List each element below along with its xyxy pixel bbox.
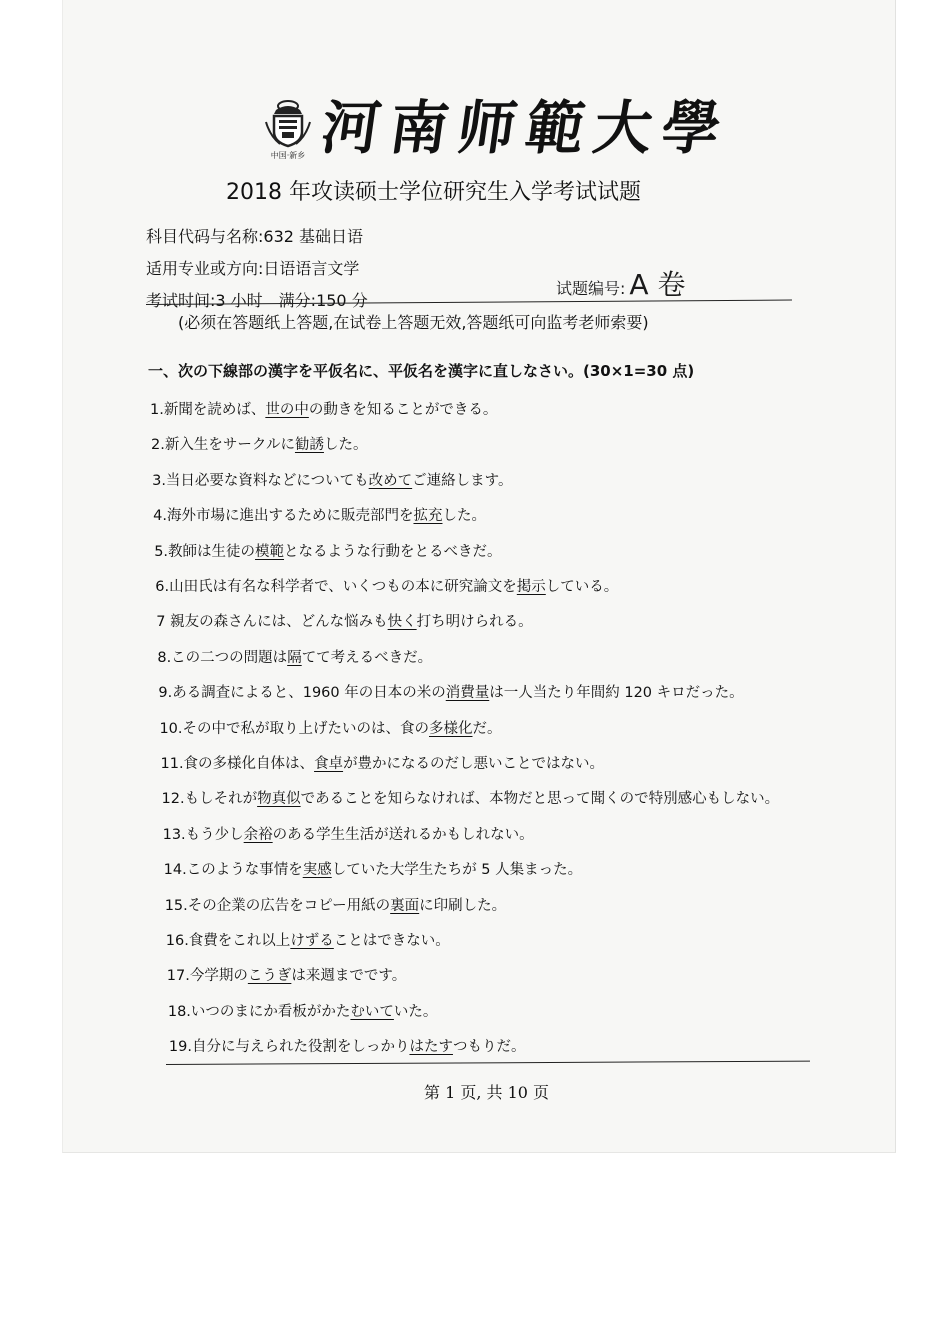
question-text: 14.このような事情を [163,862,303,879]
question-text: 12.もしそれが [161,791,258,808]
question-text: ご連絡します。 [412,472,513,489]
question-item [152,469,512,490]
question-text: 2.新入生をサークルに [151,437,295,454]
seal-caption: 中国·新乡 [270,151,306,160]
underlined-term: 世の中 [265,402,309,418]
question-text: 7 親友の森さんには、どんな悩みも [156,614,388,631]
question-text: は一人当たり年間約 120 キロだった。 [489,685,744,702]
question-text: の動きを知ることができる。 [308,402,498,418]
page-number: 第 1 页, 共 10 页 [424,1083,550,1102]
question-text: 15.その企業の広告をコピー用紙の [164,897,391,914]
underlined-term: 快く [387,614,417,631]
question-item [167,964,406,985]
question-item [158,681,743,702]
question-text: 5.教師は生徒の [154,543,256,560]
question-text: つもりだ。 [452,1039,526,1056]
question-text: 17.今学期の [166,968,248,985]
question-item [166,929,450,950]
underlined-term: 食卓 [314,756,344,772]
section-title: 一、次の下線部の漢字を平仮名に、平仮名を漢字に直しなさい。(30×1=30 点) [148,362,695,380]
question-item [157,646,432,667]
underlined-term: 実感 [302,862,332,879]
question-text: 18.いつのまにか看板がかた [167,1003,351,1020]
university-name: 河南师範大學 [317,94,735,162]
underlined-term: 物真似 [257,791,301,808]
question-text: ことはできない。 [333,933,450,949]
subject-line: 科目代码与名称:632 基础日语 [146,227,364,246]
underlined-term: 勧誘 [294,437,324,454]
question-item [164,858,583,879]
underlined-term: こうぎ [247,968,292,985]
question-item [159,717,501,738]
question-item [163,823,534,844]
question-text: した。 [323,437,368,454]
underlined-term: けずる [290,933,334,949]
major-line: 适用专业或方向:日语语言文学 [146,259,360,278]
question-item [155,575,618,596]
question-text: 6.山田氏は有名な科学者で、いくつもの本に研究論文を [155,579,517,595]
question-text: となるような行動をとるべきだ。 [284,543,502,560]
question-item [168,1000,438,1021]
question-text: のある学生生活が送れるかもしれない。 [272,826,534,843]
question-text: 10.その中で私が取り上げたいのは、食の [159,720,429,737]
underlined-term: はたす [409,1039,453,1056]
question-text: 8.この二つの問題は [157,649,288,666]
time-score-line [146,288,368,311]
underlined-term: 掲示 [516,579,546,595]
question-item [154,540,501,561]
exam-code-label: 试题编号: [556,279,626,298]
question-text: 1.新聞を読めば、 [150,402,266,418]
underlined-term: むいて [350,1003,394,1020]
underlined-term: 隔 [287,649,302,666]
question-text: していた大学生たちが 5 人集まった。 [331,862,583,879]
answer-notice: (必须在答题纸上答题,在试卷上答题无效,答题纸可向监考老师索要) [178,313,649,332]
full-score: 满分:150 分 [278,291,368,310]
university-header [262,94,735,162]
exam-code-value: A 卷 [629,268,686,301]
question-item [150,398,497,419]
question-text: に印刷した。 [419,897,507,914]
underlined-term: 改めて [368,472,413,489]
question-text: てて考えるべきだ。 [301,649,433,666]
question-text: であることを知らなければ、本物だと思って聞くので特別感心もしない。 [300,791,780,808]
underlined-term: 多様化 [429,720,473,737]
question-item [161,752,605,773]
underlined-term: 消費量 [445,685,490,702]
exam-time: 考试时间:3 小时 [146,291,263,310]
question-text: だ。 [472,720,502,737]
question-text: は来週までです。 [291,968,407,985]
question-text: 11.食の多様化自体は、 [160,756,315,772]
underlined-term: 拡充 [413,508,443,525]
university-seal-icon [262,96,314,160]
question-item [165,894,506,915]
question-item [153,504,486,525]
question-text: している。 [545,579,619,595]
question-text: 打ち明けられる。 [416,614,533,631]
question-item [156,610,532,631]
exam-code [556,263,685,303]
question-item [169,1035,526,1056]
question-text: が豊かになるのだし悪いことではない。 [343,756,605,772]
question-text: 19.自分に与えられた役割をしっかり [168,1039,410,1056]
question-item [162,787,780,808]
question-text: 3.当日必要な資料などについても [152,472,369,489]
question-text: 13.もう少し [162,826,244,843]
underlined-term: 模範 [255,543,285,560]
question-text: 4.海外市場に進出するために販売部門を [153,508,414,525]
question-text: 16.食費をこれ以上 [165,933,291,949]
exam-title: 2018 年攻读硕士学位研究生入学考试试题 [226,180,641,205]
question-item [151,433,367,454]
underlined-term: 裏面 [390,897,420,914]
underlined-term: 余裕 [243,826,273,843]
question-text: 9.ある調査によると、1960 年の日本の米の [158,685,446,702]
question-text: した。 [442,508,486,525]
question-text: いた。 [393,1003,438,1020]
